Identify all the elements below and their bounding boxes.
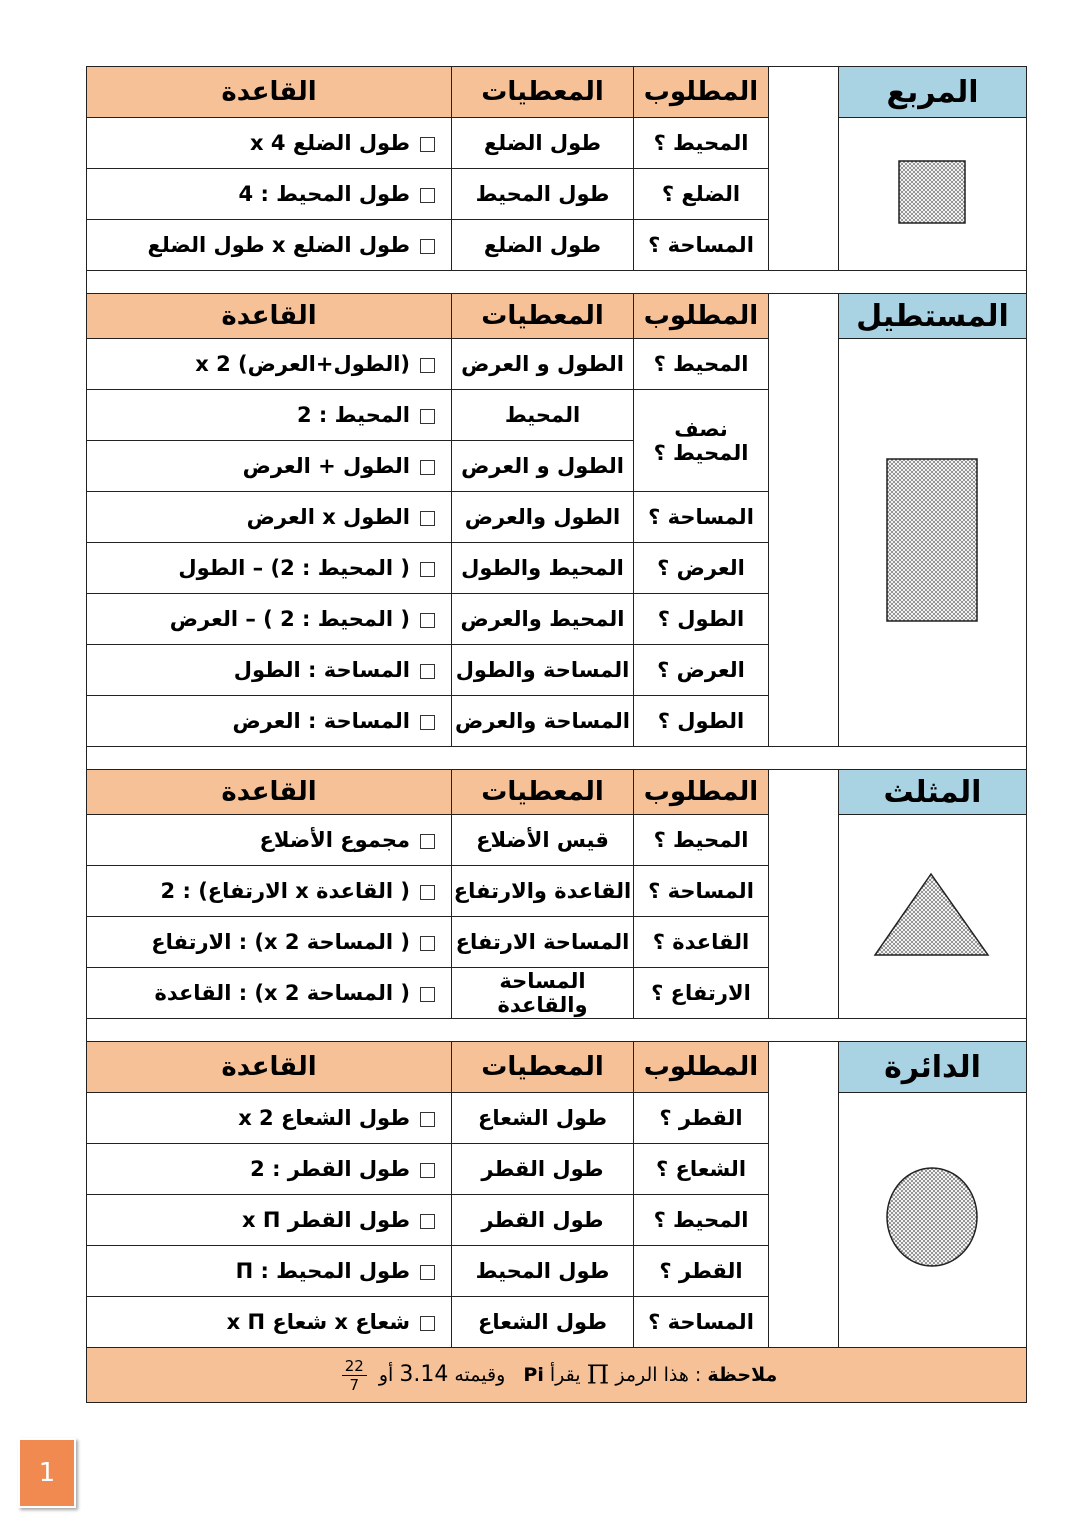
square-shape-icon	[897, 159, 969, 225]
rule-cell	[87, 1297, 452, 1348]
rule-text: طول القطر : 2	[250, 1157, 410, 1181]
rule-text: ( القاعدة x الارتفاع) : 2	[160, 879, 410, 903]
required-cell: المحيط ؟	[634, 1195, 769, 1246]
header-rule: القاعدة	[87, 294, 452, 339]
checkbox[interactable]	[420, 239, 435, 254]
note-text: : هذا الرمز	[615, 1363, 702, 1386]
checkbox[interactable]	[420, 613, 435, 628]
rule-text: الطول + العرض	[242, 454, 410, 478]
page-number: 1	[18, 1438, 76, 1508]
triangle-shape-icon	[873, 871, 993, 959]
given-cell: المحيط والعرض	[452, 594, 634, 645]
given-cell: المساحة الارتفاع	[452, 917, 634, 968]
section-spacer	[87, 271, 1027, 294]
required-cell: القطر ؟	[634, 1246, 769, 1297]
rule-cell	[87, 169, 452, 220]
header-rule: القاعدة	[87, 770, 452, 815]
circle-shape-icon	[885, 1166, 981, 1270]
given-cell: طول الشعاع	[452, 1297, 634, 1348]
triangle-header-row	[87, 770, 1027, 815]
pi-symbol: Π	[586, 1360, 610, 1390]
given-cell: قيس الأضلاع	[452, 815, 634, 866]
rule-text: طول الضلع x 4	[250, 131, 410, 155]
checkbox[interactable]	[420, 936, 435, 951]
header-required: المطلوب	[634, 67, 769, 118]
required-cell-half-perimeter: نصف المحيط ؟	[634, 390, 769, 492]
given-cell: المحيط	[452, 390, 634, 441]
given-cell: الطول والعرض	[452, 492, 634, 543]
rule-cell	[87, 968, 452, 1019]
checkbox[interactable]	[420, 1112, 435, 1127]
given-cell: طول القطر	[452, 1144, 634, 1195]
rule-cell	[87, 866, 452, 917]
given-cell: طول المحيط	[452, 1246, 634, 1297]
checkbox[interactable]	[420, 715, 435, 730]
given-cell: المساحة والقاعدة	[452, 968, 634, 1019]
fraction-denominator: 7	[349, 1375, 359, 1394]
checkbox[interactable]	[420, 137, 435, 152]
header-given: المعطيات	[452, 67, 634, 118]
square-blank-cell	[769, 67, 839, 271]
fraction-numerator: 22	[342, 1357, 367, 1376]
checkbox[interactable]	[420, 460, 435, 475]
header-given: المعطيات	[452, 1042, 634, 1093]
rule-cell	[87, 1093, 452, 1144]
rule-text: ( المساحة x 2) : الارتفاع	[151, 930, 410, 954]
rule-cell	[87, 917, 452, 968]
rule-text: ( المساحة x 2) : القاعدة	[154, 981, 410, 1005]
given-cell: طول الضلع	[452, 118, 634, 169]
section-spacer	[87, 1019, 1027, 1042]
required-cell: الارتفاع ؟	[634, 968, 769, 1019]
formula-sheet	[86, 66, 1026, 1403]
rule-cell	[87, 1246, 452, 1297]
rectangle-header-row	[87, 294, 1027, 339]
table-row	[87, 339, 1027, 390]
header-given: المعطيات	[452, 294, 634, 339]
triangle-figure	[839, 815, 1027, 1019]
square-title: المربع	[839, 67, 1027, 118]
checkbox[interactable]	[420, 885, 435, 900]
section-spacer	[87, 747, 1027, 770]
note-reads-as: يقرأ	[549, 1363, 581, 1386]
checkbox[interactable]	[420, 1316, 435, 1331]
circle-blank-cell	[769, 1042, 839, 1348]
rule-text: طول القطر x Π	[242, 1208, 410, 1232]
rule-cell	[87, 1144, 452, 1195]
pi-name: Pi	[523, 1363, 544, 1386]
given-cell: المساحة والطول	[452, 645, 634, 696]
circle-figure	[839, 1093, 1027, 1348]
rule-cell	[87, 220, 452, 271]
checkbox[interactable]	[420, 511, 435, 526]
given-cell: الطول و العرض	[452, 339, 634, 390]
rule-cell	[87, 492, 452, 543]
rule-cell	[87, 594, 452, 645]
given-cell: طول الشعاع	[452, 1093, 634, 1144]
required-cell: الضلع ؟	[634, 169, 769, 220]
note-label: ملاحظة	[707, 1363, 778, 1386]
rule-text: المحيط : 2	[296, 403, 410, 427]
required-cell: الطول ؟	[634, 696, 769, 747]
given-cell: القاعدة والارتفاع	[452, 866, 634, 917]
pi-fraction	[342, 1357, 367, 1394]
given-cell: الطول و العرض	[452, 441, 634, 492]
rule-text: ( المحيط : 2 ) – العرض	[169, 607, 410, 631]
required-cell: الشعاع ؟	[634, 1144, 769, 1195]
checkbox[interactable]	[420, 562, 435, 577]
rule-cell	[87, 696, 452, 747]
rule-cell	[87, 118, 452, 169]
header-required: المطلوب	[634, 770, 769, 815]
required-cell: المحيط ؟	[634, 118, 769, 169]
required-cell: المساحة ؟	[634, 220, 769, 271]
rule-text: شعاع x شعاع x Π	[226, 1310, 410, 1334]
table-row	[87, 1093, 1027, 1144]
header-required: المطلوب	[634, 294, 769, 339]
given-cell: طول الضلع	[452, 220, 634, 271]
triangle-blank-cell	[769, 770, 839, 1019]
required-cell: المساحة ؟	[634, 492, 769, 543]
required-cell: القاعدة ؟	[634, 917, 769, 968]
rectangle-figure	[839, 339, 1027, 747]
checkbox[interactable]	[420, 664, 435, 679]
page-number-badge	[14, 1434, 74, 1506]
circle-title: الدائرة	[839, 1042, 1027, 1093]
rule-cell	[87, 339, 452, 390]
checkbox[interactable]	[420, 409, 435, 424]
rectangle-title: المستطيل	[839, 294, 1027, 339]
note-row	[87, 1348, 1027, 1403]
note-cell	[87, 1348, 1027, 1403]
square-header-row	[87, 67, 1027, 118]
table-row	[87, 815, 1027, 866]
square-figure	[839, 118, 1027, 271]
header-given: المعطيات	[452, 770, 634, 815]
table-row	[87, 118, 1027, 169]
rule-cell	[87, 441, 452, 492]
checkbox[interactable]	[420, 188, 435, 203]
required-cell: العرض ؟	[634, 543, 769, 594]
header-rule: القاعدة	[87, 1042, 452, 1093]
rule-text: المساحة : العرض	[232, 709, 410, 733]
rule-cell	[87, 815, 452, 866]
required-cell: المساحة ؟	[634, 1297, 769, 1348]
rule-cell	[87, 645, 452, 696]
rule-text: الطول x العرض	[246, 505, 410, 529]
checkbox[interactable]	[420, 358, 435, 373]
rule-text: طول المحيط : 4	[238, 182, 410, 206]
required-cell: القطر ؟	[634, 1093, 769, 1144]
rule-text: مجموع الأضلاع	[259, 828, 410, 852]
triangle-title: المثلث	[839, 770, 1027, 815]
required-cell: الطول ؟	[634, 594, 769, 645]
rule-text: ( المحيط : 2) – الطول	[178, 556, 410, 580]
rectangle-shape-icon	[885, 457, 981, 625]
checkbox[interactable]	[420, 834, 435, 849]
rule-cell	[87, 1195, 452, 1246]
required-cell: المحيط ؟	[634, 339, 769, 390]
rule-text: طول الشعاع x 2	[238, 1106, 410, 1130]
rule-text: طول المحيط : Π	[235, 1259, 410, 1283]
given-cell: طول القطر	[452, 1195, 634, 1246]
given-cell: المحيط والطول	[452, 543, 634, 594]
header-required: المطلوب	[634, 1042, 769, 1093]
rule-text: المساحة : الطول	[233, 658, 410, 682]
given-cell: طول المحيط	[452, 169, 634, 220]
rule-cell	[87, 390, 452, 441]
checkbox[interactable]	[420, 1265, 435, 1280]
rule-text: (الطول+العرض) x 2	[195, 352, 410, 376]
required-cell: المحيط ؟	[634, 815, 769, 866]
required-cell: المساحة ؟	[634, 866, 769, 917]
formula-table	[86, 66, 1027, 1403]
note-or: أو	[378, 1363, 394, 1386]
rule-cell	[87, 543, 452, 594]
checkbox[interactable]	[420, 987, 435, 1002]
rectangle-blank-cell	[769, 294, 839, 747]
checkbox[interactable]	[420, 1163, 435, 1178]
note-value-label: وقيمته	[454, 1363, 506, 1386]
circle-header-row	[87, 1042, 1027, 1093]
required-cell: العرض ؟	[634, 645, 769, 696]
given-cell: المساحة والعرض	[452, 696, 634, 747]
header-rule: القاعدة	[87, 67, 452, 118]
checkbox[interactable]	[420, 1214, 435, 1229]
pi-value: 3.14	[399, 1361, 449, 1387]
rule-text: طول الضلع x طول الضلع	[147, 233, 410, 257]
